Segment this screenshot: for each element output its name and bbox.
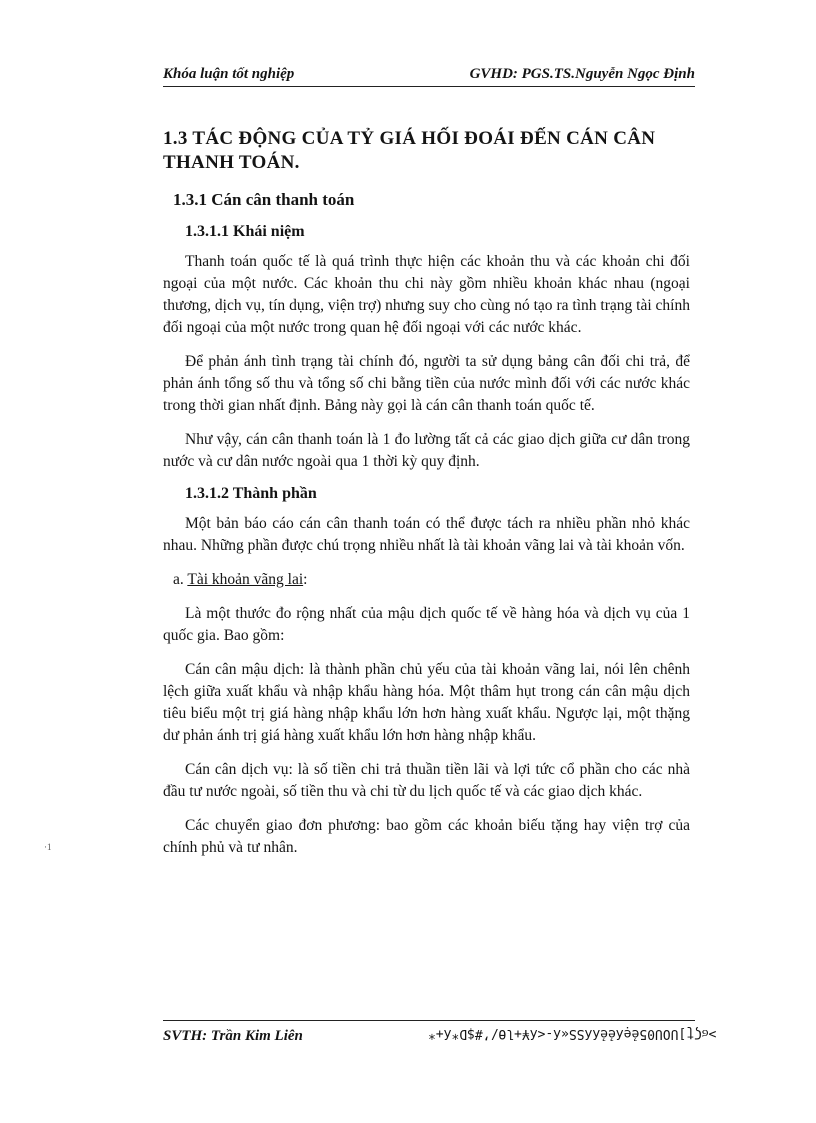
paragraph: Cán cân dịch vụ: là số tiền chi trả thuần tiền lãi và lợi tức cổ phần cho các nhà đầu tư nước ngoài, số tiền thu và chi từ du lịch quốc tế và các giao dịch khác. (163, 761, 690, 800)
subsection-title-concept: 1.3.1.1 Khái niệm (185, 223, 305, 240)
page-content (163, 127, 690, 859)
footer-code (428, 1026, 813, 1042)
subsection-title-components: 1.3.1.2 Thành phần (185, 485, 317, 502)
item-prefix: a. (173, 571, 188, 588)
margin-mark: ·1 (44, 842, 52, 852)
paragraph: Như vậy, cán cân thanh toán là 1 đo lường tất cả các giao dịch giữa cư dân trong nước và cư dân nước ngoài qua 1 thời kỳ quy định. (163, 431, 690, 470)
footer-divider (163, 1020, 695, 1021)
paragraph: Một bản báo cáo cán cân thanh toán có thể được tách ra nhiều phần nhỏ khác nhau. Những phần được chú trọng nhiều nhất là tài khoản vãng lai và tài khoản vốn. (163, 515, 690, 554)
paragraph: Để phản ánh tình trạng tài chính đó, người ta sử dụng bảng cân đối chi trả, để phản ánh tổng số thu và tổng số chi bằng tiền của nước mình đối với các nước khác trong thời gian nhất định. Bảng này gọi là cán cân thanh toán quốc tế. (163, 353, 690, 414)
header-left: Khóa luận tốt nghiệp (163, 66, 295, 82)
paragraph: Thanh toán quốc tế là quá trình thực hiện các khoản thu và các khoản chi đối ngoại của một nước. Các khoản thu chi này gồm nhiều khoản khác nhau (ngoại thương, dịch vụ, tín dụng, viện trợ) nhưng suy cho cùng nó tạo ra tình trạng tài chính đối ngoại của một nước trong quan hệ đối ngoại với các nước khác. (163, 253, 690, 336)
section-subtitle: 1.3.1 Cán cân thanh toán (173, 190, 355, 209)
footer-code-text: >ϭϚʈ]UOU05ẻẹʎẻẻʎʎSS«ʎ-<ʎ¥+lϴ/ʼ#$D*ʎ+* (428, 1026, 717, 1041)
page-header (163, 62, 695, 87)
item-colon: : (303, 571, 308, 588)
paragraph: Các chuyển giao đơn phương: bao gồm các khoản biếu tặng hay viện trợ của chính phủ và tư nhân. (163, 817, 690, 856)
item-label-current-account (173, 569, 690, 591)
section-title: 1.3 TÁC ĐỘNG CỦA TỶ GIÁ HỐI ĐOÁI ĐẾN CÁN CÂN THANH TOÁN. (163, 128, 656, 173)
paragraph: Là một thước đo rộng nhất của mậu dịch quốc tế về hàng hóa và dịch vụ của 1 quốc gia. Bao gồm: (163, 605, 690, 644)
footer-author: SVTH: Trần Kim Liên (163, 1028, 303, 1044)
header-right: GVHD: PGS.TS.Nguyễn Ngọc Định (469, 66, 695, 82)
paragraph: Cán cân mậu dịch: là thành phần chủ yếu của tài khoản vãng lai, nói lên chênh lệch giữa xuất khẩu và nhập khẩu hàng hóa. Một thâm hụt trong cán cân mậu dịch tiêu biểu một trị giá hàng nhập khẩu lớn hơn hàng xuất khẩu. Ngược lại, một thặng dư phản ánh trị giá hàng xuất khẩu lớn hơn hàng nhập khẩu. (163, 661, 690, 744)
item-label-text: Tài khoản vãng lai (187, 571, 304, 588)
